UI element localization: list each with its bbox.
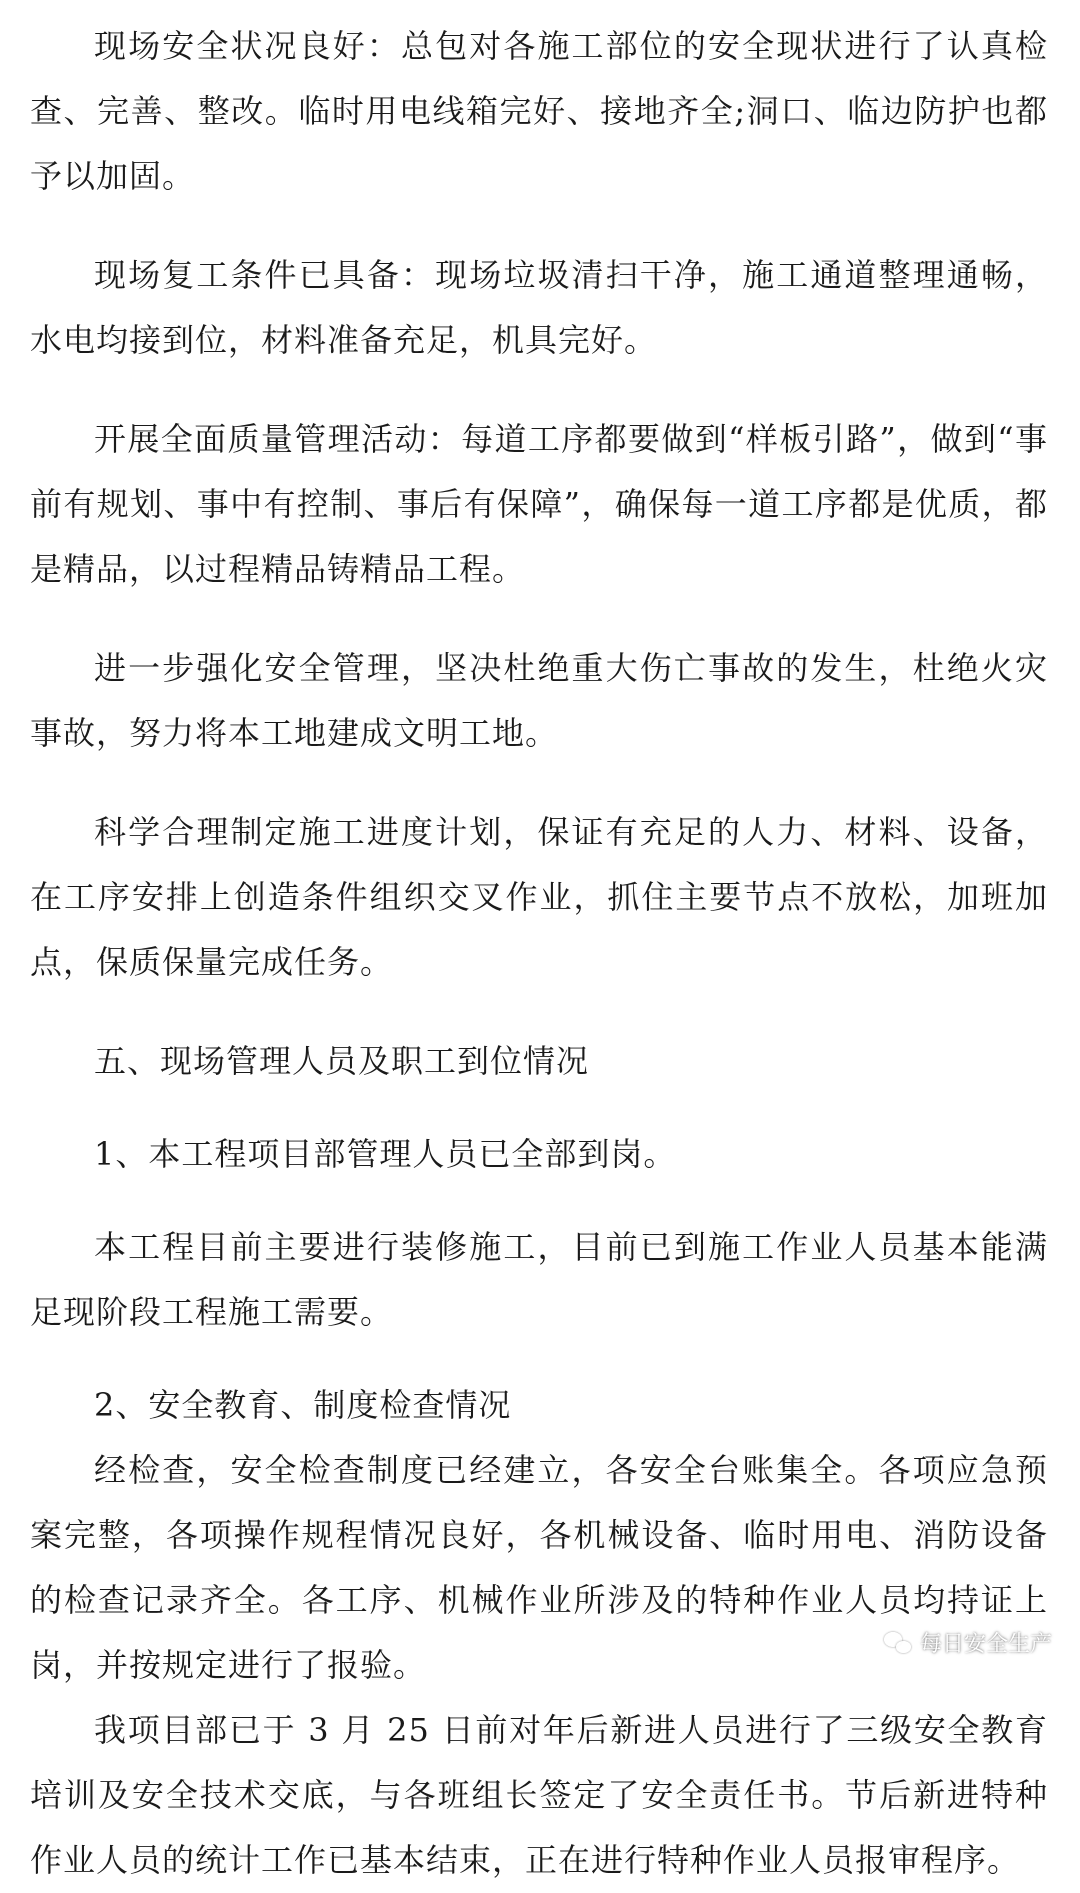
document-page	[30, 0, 1048, 1879]
paragraph-education-text-b: 。节后新进特种作业人员的统计工作已基本结束，正在进行特种作业人员报审程序。	[30, 1776, 1048, 1879]
account-name: 每日安全生产	[919, 1632, 1052, 1657]
paragraph-site-safety: 现场安全状况良好：总包对各施工部位的安全现状进行了认真检查、完善、整改。临时用电线箱完好、接地齐全;洞口、临边防护也都予以加固。	[30, 27, 1048, 195]
paragraph-safety-education	[30, 1698, 1048, 1893]
paragraph-education-text-a: 我项目部已于 3 月 25 日前对年后新进人员进行了三级安全教育培训及安全技术交底，与各班组长签定了安全	[30, 1711, 1048, 1814]
paragraph-inspection-results	[30, 1438, 1048, 1698]
responsibility-letter-link[interactable]: 责任书	[709, 1776, 812, 1814]
paragraph-inspection-text-b: 完整，各项操作规程情况良好，各机械设备、临时用电、消防设备的检查记录齐全。各工序、机械作业所涉及的特种作业人员均持证上岗，并按规定进行了报验。	[30, 1516, 1048, 1684]
paragraph-quality-management: 开展全面质量管理活动：每道工序都要做到“样板引路”，做到“事前有规划、事中有控制、事后有保障”，确保每一道工序都是优质，都是精品，以过程精品铸精品工程。	[30, 420, 1048, 588]
paragraph-workforce: 本工程目前主要进行装修施工，目前已到施工作业人员基本能满足现阶段工程施工需要。	[30, 1228, 1048, 1331]
paragraph-safety-management: 进一步强化安全管理，坚决杜绝重大伤亡事故的发生，杜绝火灾事故，努力将本工地建成文明工地。	[30, 649, 1048, 752]
item-management-staff: 1、本工程项目部管理人员已全部到岗。	[94, 1135, 677, 1173]
item-safety-education-heading: 2、安全教育、制度检查情况	[94, 1386, 512, 1424]
wechat-icon	[884, 1631, 914, 1655]
paragraph-schedule-plan: 科学合理制定施工进度计划，保证有充足的人力、材料、设备，在工序安排上创造条件组织交叉作业，抓住主要节点不放松，加班加点，保质保量完成任务。	[30, 813, 1048, 981]
section-heading-staffing: 五、现场管理人员及职工到位情况	[94, 1042, 590, 1080]
account-watermark	[884, 1627, 1052, 1658]
paragraph-resume-conditions: 现场复工条件已具备：现场垃圾清扫干净，施工通道整理通畅，水电均接到位，材料准备充足，机具完好。	[30, 256, 1048, 359]
emergency-plan-link[interactable]: 应急预案	[30, 1451, 1048, 1554]
paragraph-inspection-text-a: 经检查，安全检查制度已经建立，各安全台账集全。各项	[94, 1451, 947, 1489]
